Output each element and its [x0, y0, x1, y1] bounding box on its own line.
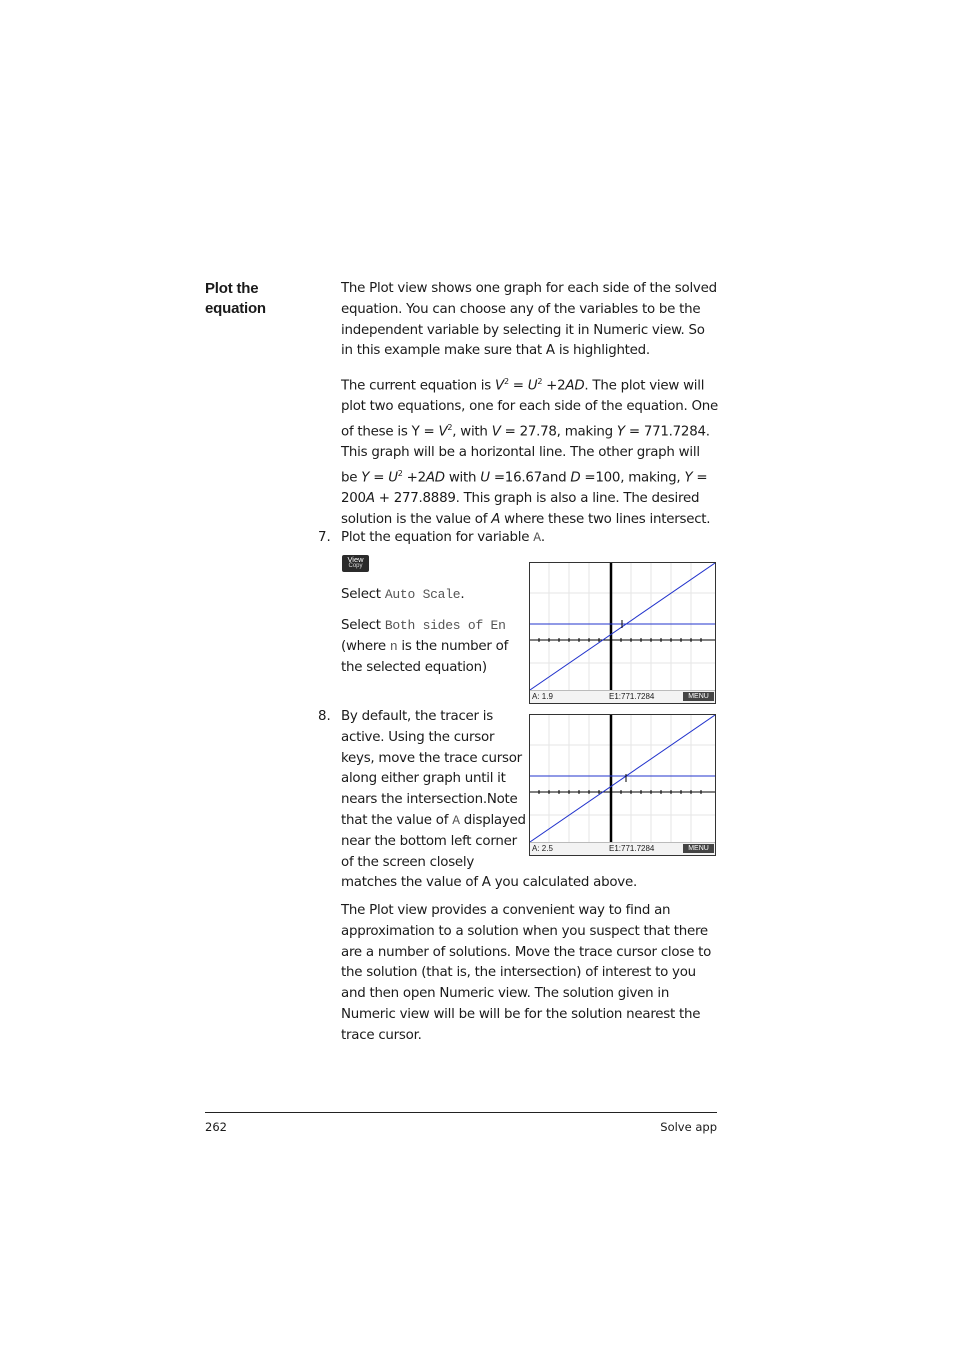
- select-both-sides: Select Both sides of En (where n is the number of the selected equation): [341, 618, 509, 675]
- plot-screen-2: [529, 714, 716, 856]
- intro-paragraph: The Plot view shows one graph for each side of the solved equation. You can choose any of the variables to be the independent variable by selecting it in Numeric view. So in this example make sure that A is highlighted.: [341, 281, 717, 359]
- status-bar-1: [530, 690, 715, 703]
- plot-canvas-2: [530, 715, 715, 843]
- page-number: 262: [205, 1120, 227, 1134]
- status-bar-2: [530, 842, 715, 855]
- e-readout: E1:771.7284: [609, 844, 655, 853]
- explain-paragraph: The current equation is $V^2 = U^2 +2AD$. The plot view will plot two equations, one for each side of the equation. One of these is $Y = V^2$, with V = 27.78, making Y = 771.7284. This graph will be a horizontal line. The other graph will be $Y = U^2 +2AD$ with U =16.67and D =100, making, Y = 200A + 277.8889. This graph is also a line. The desired solution is the value of A where these two lines intersect.: [341, 377, 718, 528]
- view-copy-key-icon: View Copy: [342, 555, 369, 572]
- e-readout: E1:771.7284: [609, 692, 655, 701]
- step-8-number: 8.: [318, 709, 331, 724]
- select-auto-scale: Select Auto Scale.: [341, 587, 465, 602]
- menu-button[interactable]: MENU: [683, 844, 714, 853]
- diagonal-graph: [530, 715, 715, 842]
- step-7-number: 7.: [318, 530, 331, 545]
- menu-button[interactable]: MENU: [683, 692, 714, 701]
- step-8-text: By default, the tracer is active. Using the cursor keys, move the trace cursor along either graph until it nears the intersection.Note that the value of A displayed near the bottom left corner of the screen closely matches the value of A you calculated above.: [341, 709, 637, 891]
- step-7-text: Plot the equation for variable A.: [341, 530, 545, 545]
- a-readout: A: 2.5: [532, 844, 553, 853]
- plot-screen-1: [529, 562, 716, 704]
- section-name: Solve app: [660, 1120, 717, 1134]
- footer-rule: [205, 1112, 717, 1113]
- section-heading-line2: equation: [205, 300, 266, 317]
- a-readout: A: 1.9: [532, 692, 553, 701]
- closing-paragraph: The Plot view provides a convenient way to find an approximation to a solution when you suspect that there are a number of solutions. Move the trace cursor close to the solution (that is, the intersection) of interest to you and then open Numeric view. The solution given in Numeric view will be will be for the solution nearest the trace cursor.: [341, 903, 712, 1043]
- section-heading: [205, 279, 315, 319]
- section-heading-line1: Plot the: [205, 280, 259, 297]
- plot-canvas-1: [530, 563, 715, 691]
